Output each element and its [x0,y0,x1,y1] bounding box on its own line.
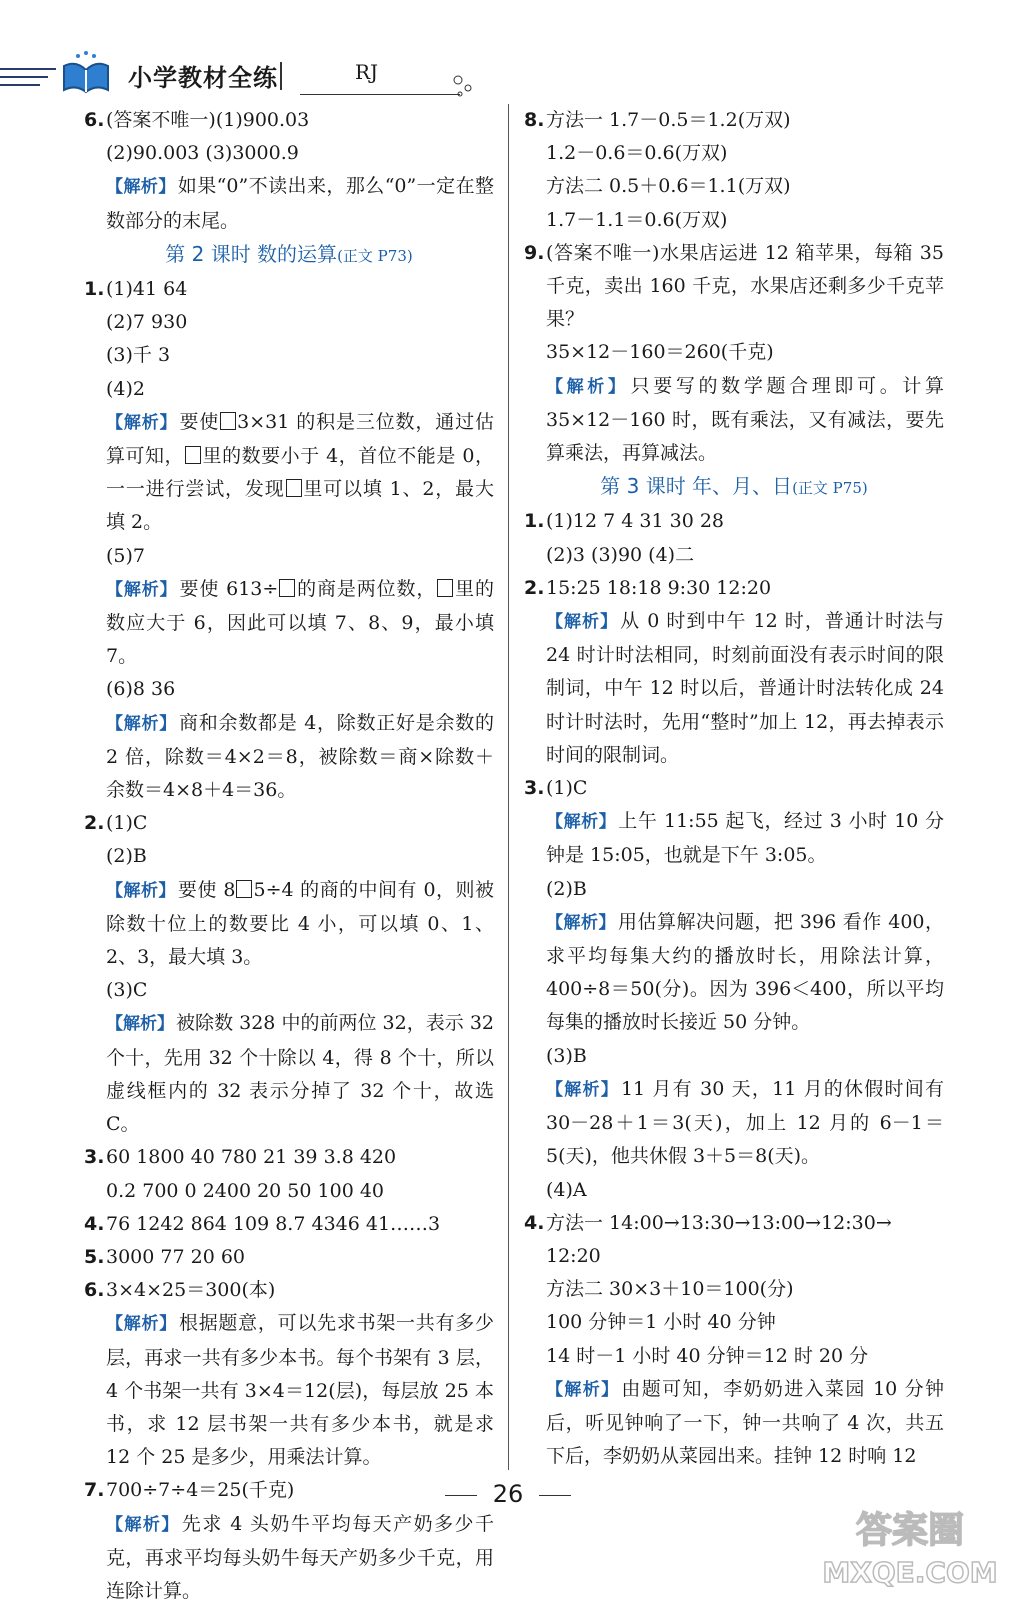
decorative-circles-icon [450,70,480,100]
brand-title: 小学教材全练 [128,64,278,92]
answer-line: (2)B [546,877,587,900]
answer-line: 100 分钟＝1 小时 40 分钟 [546,1311,776,1334]
explanation-text: 上午 11:55 起飞，经过 3 小时 10 分钟是 15:05，也就是下午 3:05。 [546,810,944,867]
question-number: 8. [524,109,545,131]
answer-line: (3)千 3 [106,344,171,367]
question-item [84,807,494,840]
blank-box [220,412,236,430]
answer-line: 35×12－160＝260(千克) [546,341,774,364]
question-item [524,572,944,605]
blank-box [437,579,453,597]
answer-line: (3)C [106,979,148,1002]
explanation-text: 要使 8 5÷4 的商的中间有 0，则被除数十位上的数要比 4 小，可以填 0、1、2、3，最大填 3。 [106,878,495,969]
left-column [84,104,494,1608]
question-number: 3. [84,1146,105,1169]
page-header [0,40,1016,110]
answer-text: 15:25 18:18 9:30 12:20 [546,576,772,599]
question-number: 2. [524,576,545,599]
question-item [84,1208,494,1241]
explanation-tag: 【解析】 [106,713,177,734]
question-item [524,1207,944,1240]
explanation-tag: 【解析】 [546,812,617,833]
explanation-text: 如果“0”不读出来，那么“0”一定在整数部分的末尾。 [106,175,495,232]
answer-line: (5)7 [106,544,146,567]
question-number: 7. [84,1479,105,1502]
explanation-text: 被除数 328 中的前两位 32，表示 32 个十，先用 32 个十除以 4，得 8 个十，所以虚线框内的 32 表示分掉了 32 个十，故选 C。 [106,1012,494,1136]
explanation-text: 只要写的数学题合理即可。计算 35×12－160 时，既有乘法，又有减法，要先算乘法，再算减法。 [546,374,944,465]
explanation-text: 要使 613÷ 的商是两位数， 里的数应大于 6，因此可以填 7、8、9，最小填 7。 [106,577,494,668]
explanation [524,370,944,471]
answer-text: 方法一 1.7－0.5＝1.2(万双) [546,109,791,131]
explanation [84,1508,494,1608]
section-title: 第 3 课时 年、月、日 [600,474,793,499]
question-item [524,505,944,538]
answer-line: 方法二 0.5＋0.6＝1.1(万双) [546,175,791,198]
explanation [84,1007,494,1141]
answer-line: (2)3 (3)90 (4)二 [546,543,695,566]
question-item [84,1241,494,1274]
explanation [524,1073,944,1174]
answer-text: (答案不唯一)水果店运进 12 箱苹果，每箱 35 千克，卖出 160 千克，水果店还剩多少千克苹果？ [546,241,944,331]
explanation-tag: 【解析】 [546,376,629,397]
explanation-tag: 【解析】 [106,177,176,198]
explanation-tag: 【解析】 [106,579,178,600]
header-separator [280,62,282,90]
explanation-tag: 【解析】 [546,912,616,933]
question-number: 5. [84,1245,105,1268]
answer-text: (1)41 64 [106,278,188,301]
section-page-ref: (正文 P73) [337,246,413,265]
explanation [84,707,494,808]
svg-text:答案圈: 答案圈 [855,1510,965,1551]
question-number: 4. [524,1211,545,1234]
watermark-logo [810,1500,1010,1595]
explanation-text: 用估算解决问题，把 396 看作 400，求平均每集大约的播放时长，用除法计算，400÷8＝50(分)。因为 396＜400，所以平均每集的播放时长接近 50 分钟。 [546,910,944,1034]
blank-box [185,446,201,464]
answer-line: 方法二 30×3＋10＝100(分) [546,1278,794,1301]
explanation-text: 从 0 时到中午 12 时，普通计时法与 24 时计时法相同，时刻前面没有表示时间的限制词，中午 12 时以后，普通计时法转化成 24 时计时法时，先用“整时”加上 12，再去掉表示时间的限制词。 [546,610,944,766]
question-number: 1. [524,510,545,533]
header-rule [300,94,460,95]
page-number: 26 [0,1480,1016,1508]
answer-line: (2)7 930 [106,311,188,334]
explanation-tag: 【解析】 [106,1514,180,1535]
open-book-icon [60,48,112,96]
explanation-tag: 【解析】 [546,612,619,633]
answer-line: (6)8 36 [106,678,176,701]
section-heading [524,470,944,505]
explanation-text: 商和余数都是 4，除数正好是余数的 2 倍，除数＝4×2＝8，被除数＝商×除数＋余数＝4×8＋4＝36。 [106,711,495,802]
blank-box [286,479,302,497]
explanation [84,1307,494,1474]
explanation [84,406,494,540]
answer-line: 12:20 [546,1244,601,1267]
answer-line: (4)A [546,1178,587,1201]
question-item [84,273,494,306]
answer-text: 60 1800 40 780 21 39 3.8 420 [106,1146,397,1169]
explanation [524,906,944,1040]
explanation-tag: 【解析】 [106,1014,175,1035]
explanation-tag: 【解析】 [106,412,178,433]
answer-text: 700÷7÷4＝25(千克) [106,1479,295,1502]
answer-line: 1.7－1.1＝0.6(万双) [546,208,728,231]
explanation-tag: 【解析】 [106,1314,177,1335]
question-item [524,104,944,137]
explanation [84,170,494,237]
header-lines [0,68,56,92]
question-item [524,772,944,805]
explanation-text: 根据题意，可以先求书架一共有多少层，再求一共有多少本书。每个书架有 3 层，4 个书架一共有 3×4＝12(层)，每层放 25 本书，求 12 层书架一共有多少本书，就是求 12 个 25 是多少，用乘法计算。 [106,1312,494,1469]
answer-text: (答案不唯一)(1)900.03 [106,109,310,131]
question-number: 2. [84,812,105,835]
answer-line: 0.2 700 0 2400 20 50 100 40 [106,1179,384,1202]
explanation [524,805,944,872]
question-number: 6. [84,109,105,131]
question-item [84,104,494,137]
answer-line: (4)2 [106,377,146,400]
explanation [524,605,944,772]
answer-line: (2)B [106,845,147,868]
question-item [84,1274,494,1307]
explanation [84,573,494,674]
question-number: 4. [84,1212,105,1235]
question-number: 1. [84,278,105,301]
explanation-tag: 【解析】 [546,1079,619,1100]
explanation-tag: 【解析】 [546,1379,620,1400]
explanation [524,1373,944,1474]
explanation-text: 先求 4 头奶牛平均每天产奶多少千克，再求平均每头奶牛每天产奶多少千克，用连除计算。 [106,1512,494,1602]
section-heading [84,238,494,273]
section-title: 第 2 课时 数的运算 [165,241,338,266]
answer-text: 3000 77 20 60 [106,1245,246,1268]
question-number: 9. [524,241,545,264]
column-divider [508,104,509,1470]
explanation-text: 要使 3×31 的积是三位数，通过估算可知， 里的数要小于 4，首位不能是 0，一一进行尝试，发现 里可以填 1、2，最大填 2。 [106,410,494,534]
answer-line: 14 时－1 小时 40 分钟＝12 时 20 分 [546,1344,869,1367]
answer-line: (2)90.003 (3)3000.9 [106,142,299,165]
answer-line: 1.2－0.6＝0.6(万双) [546,142,728,165]
explanation-tag: 【解析】 [106,880,176,901]
section-page-ref: (正文 P75) [792,479,868,498]
explanation-text: 11 月有 30 天，11 月的休假时间有 30－28＋1＝3(天)，加上 12 月的 6－1＝5(天)，他共休假 3＋5＝8(天)。 [546,1077,944,1168]
right-column [524,104,944,1473]
question-number: 3. [524,777,545,800]
answer-text: 3×4×25＝300(本) [106,1279,276,1302]
blank-box [279,579,295,597]
answer-text: (1)C [106,812,148,835]
edition-label: RJ [355,60,379,84]
svg-text:MXQE.COM: MXQE.COM [822,1556,998,1589]
answer-text: 方法一 14:00→13:30→13:00→12:30→ [546,1211,892,1234]
question-item [524,237,944,337]
question-number: 6. [84,1279,105,1302]
answer-text: (1)12 7 4 31 30 28 [546,510,724,533]
answer-text: 76 1242 864 109 8.7 4346 41……3 [106,1212,441,1235]
answer-line: (3)B [546,1044,587,1067]
explanation [84,874,494,975]
question-item [84,1141,494,1174]
answer-text: (1)C [546,777,588,800]
explanation-text: 由题可知，李奶奶进入菜园 10 分钟后，听见钟响了一下，钟一共响了 4 次，共五下后，李奶奶从菜园出来。挂钟 12 时响 12 [546,1377,944,1468]
blank-box [236,880,252,898]
